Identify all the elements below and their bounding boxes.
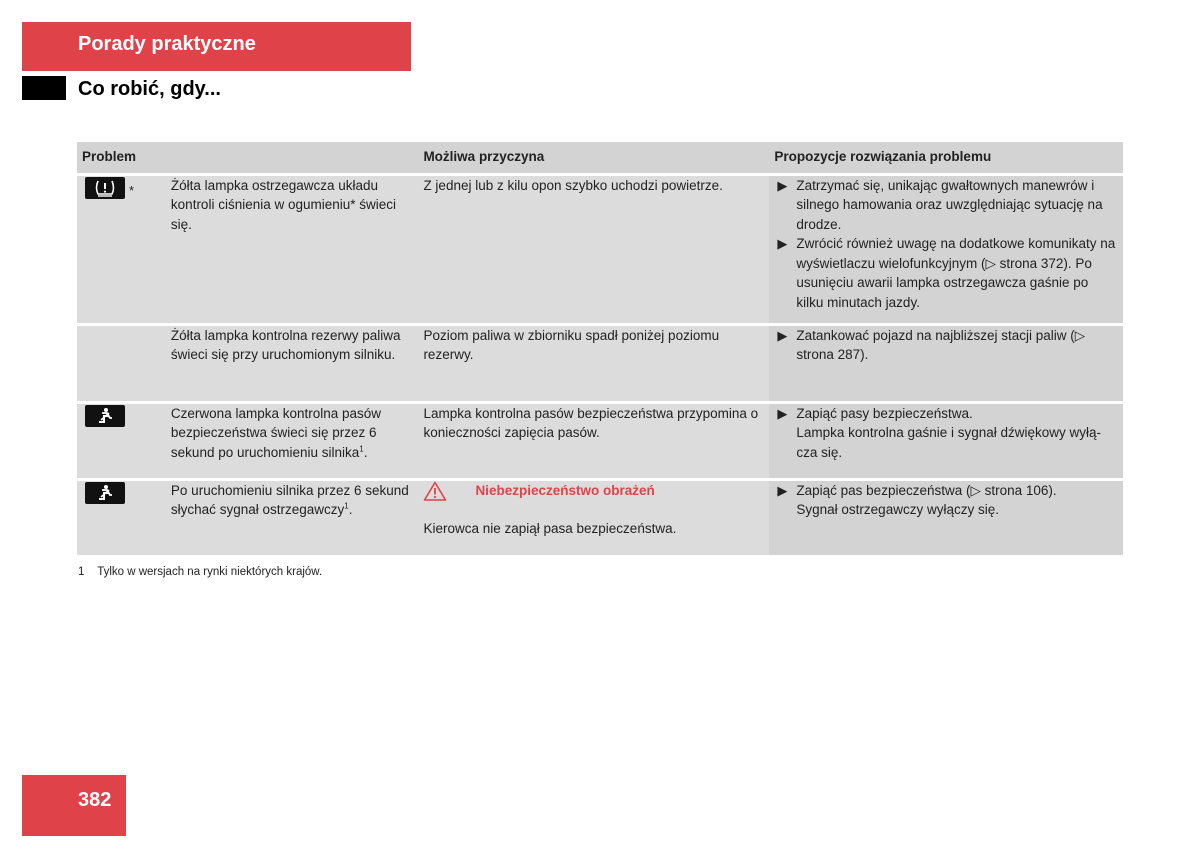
solution-cell bbox=[769, 324, 1123, 402]
solution-step bbox=[777, 481, 1117, 501]
solution-cell bbox=[769, 402, 1123, 479]
table-row bbox=[77, 174, 1123, 324]
header-problem: Problem bbox=[77, 142, 418, 174]
solution-step bbox=[777, 176, 1117, 235]
icon-cell bbox=[77, 479, 164, 555]
footnote-number: 1 bbox=[78, 566, 85, 578]
optional-equipment-mark: * bbox=[129, 182, 135, 198]
cause-text: Kierowca nie zapiął pasa bezpieczeństwa. bbox=[423, 520, 677, 536]
warning-notice bbox=[423, 481, 764, 501]
warning-title: Niebezpieczeństwo obrażeń bbox=[475, 482, 655, 498]
table-row bbox=[77, 324, 1123, 402]
footnote-text: Tylko w wersjach na rynki niektórych krajów. bbox=[97, 566, 323, 578]
icon-cell bbox=[77, 402, 164, 479]
problem-cell: Żółta lampka ostrzegawcza układu kontroli ciśnienia w ogumieniu* świeci się. bbox=[164, 174, 419, 324]
solution-cell bbox=[769, 479, 1123, 555]
problem-cell bbox=[164, 479, 419, 555]
cause-cell bbox=[418, 479, 769, 555]
solution-step-text: Zatankować pojazd na najbliższej stacji paliw (▷ strona 287). bbox=[796, 327, 1086, 363]
step-arrow-icon: ▶ bbox=[777, 177, 788, 193]
table-header-row bbox=[77, 142, 1123, 174]
solution-step-note: Lampka kontrolna gaśnie i sygnał dźwiękowy wyłą-cza się. bbox=[796, 425, 1102, 460]
footnote-ref: 1 bbox=[359, 444, 364, 454]
icon-cell bbox=[77, 174, 164, 324]
subsection-marker bbox=[22, 76, 66, 100]
solution-step-text: Zapiąć pasy bezpieczeństwa. bbox=[796, 405, 973, 421]
problem-cell bbox=[164, 402, 419, 479]
page-number: 382 bbox=[78, 789, 112, 811]
header-solution: Propozycje rozwiązania problemu bbox=[769, 142, 1123, 174]
solution-step bbox=[777, 404, 1117, 424]
problem-cell: Żółta lampka kontrolna rezerwy paliwa świeci się przy uruchomionym silniku. bbox=[164, 324, 419, 402]
problem-text: Po uruchomieniu silnika przez 6 sekund słychać sygnał ostrzegawczy bbox=[170, 482, 409, 518]
solution-step-note: Sygnał ostrzegawczy wyłączy się. bbox=[796, 502, 999, 518]
section-title: Porady praktyczne bbox=[78, 33, 256, 55]
cause-cell: Z jednej lub z kilu opon szybko uchodzi powietrze. bbox=[418, 174, 769, 324]
table-row bbox=[77, 402, 1123, 479]
step-arrow-icon: ▶ bbox=[777, 236, 788, 252]
solution-cell bbox=[769, 174, 1123, 324]
seat-belt-warning-icon bbox=[85, 482, 125, 504]
step-arrow-icon: ▶ bbox=[777, 405, 788, 421]
troubleshooting-table bbox=[77, 142, 1123, 555]
warning-triangle-icon bbox=[423, 481, 447, 501]
icon-cell bbox=[77, 324, 164, 402]
subsection-title: Co robić, gdy... bbox=[78, 78, 221, 100]
cause-cell: Poziom paliwa w zbiorniku spadł poniżej poziomu rezerwy. bbox=[418, 324, 769, 402]
problem-text: Czerwona lampka kontrolna pasów bezpieczeństwa świeci się przez 6 sekund po uruchomieniu silnika bbox=[170, 405, 382, 460]
cause-cell: Lampka kontrolna pasów bezpieczeństwa przypomina o konieczności zapięcia pasów. bbox=[418, 402, 769, 479]
table-row bbox=[77, 479, 1123, 555]
problem-text-end: . bbox=[363, 444, 368, 460]
solution-step bbox=[777, 234, 1117, 312]
problem-text-end: . bbox=[348, 502, 353, 518]
solution-step-text: Zatrzymać się, unikając gwałtownych manewrów i silnego hamowania oraz uwzględniając sytuację na drodze. bbox=[796, 177, 1103, 232]
step-arrow-icon: ▶ bbox=[777, 327, 788, 343]
solution-step-text: Zwrócić również uwagę na dodatkowe komunikaty na wyświetlaczu wielofunkcyjnym (▷ strona 372). Po usunięciu awarii lampka ostrzegawcza gaśnie po kilku minutach jazdy. bbox=[796, 236, 1116, 311]
solution-step-text: Zapiąć pas bezpieczeństwa (▷ strona 106). bbox=[796, 482, 1057, 498]
step-arrow-icon: ▶ bbox=[777, 482, 788, 498]
seat-belt-warning-icon bbox=[85, 405, 125, 427]
tire-pressure-warning-icon bbox=[85, 177, 125, 199]
header-cause: Możliwa przyczyna bbox=[418, 142, 769, 174]
footnote bbox=[78, 566, 322, 578]
solution-step bbox=[777, 326, 1117, 365]
footnote-ref: 1 bbox=[344, 501, 349, 511]
